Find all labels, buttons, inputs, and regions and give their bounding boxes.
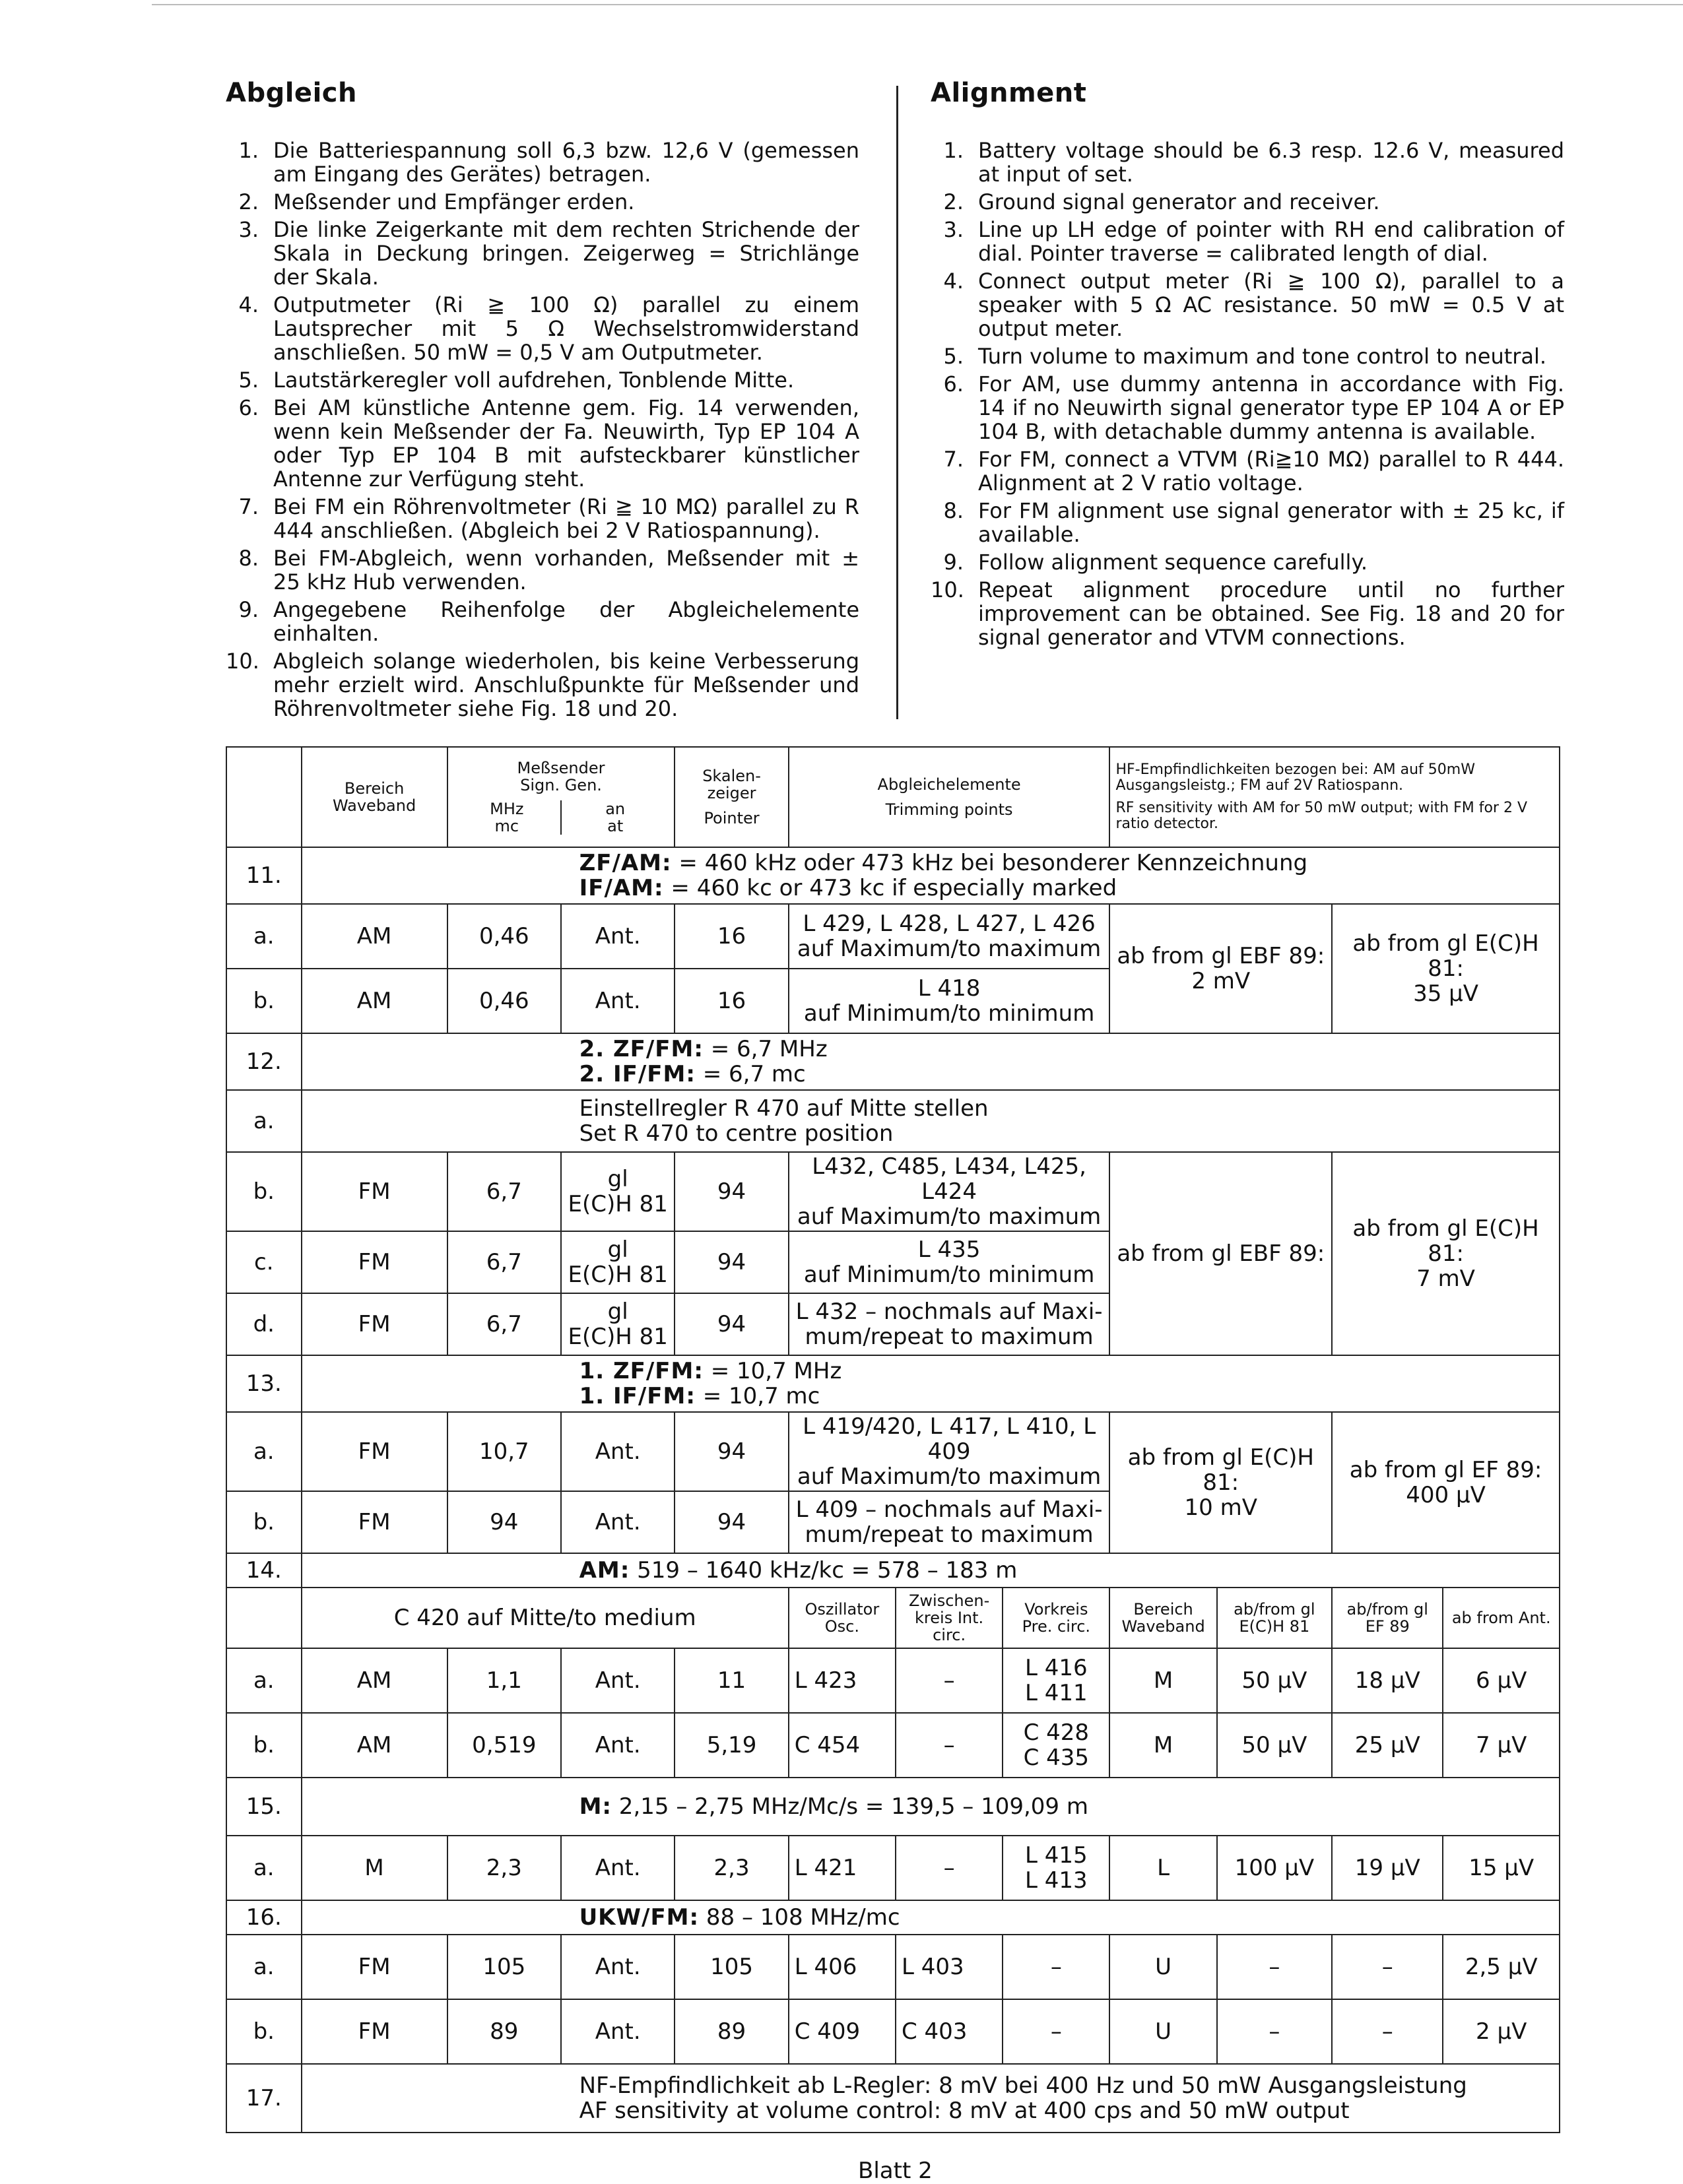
section-12-title-row xyxy=(226,1033,1560,1090)
step-text: Lautstärkeregler voll aufdrehen, Tonblende Mitte. xyxy=(273,368,795,393)
step-item xyxy=(931,190,1564,214)
sensitivity-cell: ab from gl E(C)H 81: 35 µV xyxy=(1332,904,1560,1033)
table-row: b. AM 0,519 Ant. 5,19 C 454 – C 428 C 435 M 50 µV 25 µV 7 µV xyxy=(226,1713,1560,1778)
step-text: Die Batteriespannung soll 6,3 bzw. 12,6 V (gemessen am Eingang des Gerätes) betragen. xyxy=(273,138,859,187)
table-row: b. FM 89 Ant. 89 C 409 C 403 – U – – 2 µV xyxy=(226,1999,1560,2064)
step-item xyxy=(226,495,859,542)
step-item xyxy=(226,218,859,289)
row-number: 12. xyxy=(226,1033,302,1090)
english-heading: Alignment xyxy=(931,78,1087,108)
section-17-text: NF-Empfindlichkeit ab L-Regler: 8 mV bei 400 Hz und 50 mW Ausgangsleistung AF sensitivity at volume control: 8 mV at 400 cps and 50 mW output xyxy=(302,2064,1560,2133)
trimming-cell: L 409 – nochmals auf Maxi- mum/repeat to maximum xyxy=(789,1491,1110,1553)
table-row: b. AM 0,46 Ant. 16 L 418 auf Minimum/to minimum xyxy=(226,969,1560,1033)
sensitivity-cell: ab from gl EF 89: 400 µV xyxy=(1332,1412,1560,1553)
step-text: Follow alignment sequence carefully. xyxy=(978,550,1368,575)
trimming-cell: L 435 auf Minimum/to minimum xyxy=(789,1231,1110,1293)
trimming-cell: L 429, L 428, L 427, L 426 auf Maximum/to maximum xyxy=(789,904,1110,969)
table-row: b. FM 94 Ant. 94 L 409 – nochmals auf Maxi- mum/repeat to maximum xyxy=(226,1491,1560,1553)
step-item xyxy=(226,139,859,186)
page-footer: Blatt 2 xyxy=(858,2158,933,2184)
header-waveband: Bereich Waveband xyxy=(302,747,447,847)
section-16-title: UKW/FM: 88 – 108 MHz/mc xyxy=(302,1900,1560,1935)
step-number: 5. xyxy=(943,344,964,369)
step-text: For FM, connect a VTVM (Ri≧10 MΩ) parallel to R 444. Alignment at 2 V ratio voltage. xyxy=(978,447,1564,496)
step-text: Turn volume to maximum and tone control to neutral. xyxy=(978,344,1547,369)
step-text: Meßsender und Empfänger erden. xyxy=(273,189,635,214)
step-text: For FM alignment use signal generator with ± 25 kc, if available. xyxy=(978,498,1564,547)
step-item xyxy=(226,293,859,364)
trimming-cell: L 418 auf Minimum/to minimum xyxy=(789,969,1110,1033)
section-15-title-row xyxy=(226,1778,1560,1836)
header-rf-sensitivity: HF-Empfindlichkeiten bezogen bei: AM auf 50mW Ausgangsleistg.; FM auf 2V Ratiospann. RF sensitivity with AM for 50 mW output; with FM for 2 V ratio detector. xyxy=(1109,747,1560,847)
table-row: a. AM 0,46 Ant. 16 L 429, L 428, L 427, L 426 auf Maximum/to maximum ab from gl EBF 89: 2 mV ab from gl E(C)H 81: 35 µV xyxy=(226,904,1560,969)
table-row: a. M 2,3 Ant. 2,3 L 421 – L 415 L 413 L 100 µV 19 µV 15 µV xyxy=(226,1836,1560,1900)
top-rule xyxy=(152,4,1683,5)
section-13-title: 1. ZF/FM: = 10,7 MHz 1. IF/FM: = 10,7 mc xyxy=(302,1355,1560,1412)
german-heading: Abgleich xyxy=(226,78,357,108)
step-text: Bei FM-Abgleich, wenn vorhanden, Meßsender mit ± 25 kHz Hub verwenden. xyxy=(273,546,859,594)
sensitivity-cell: ab from gl EBF 89: xyxy=(1109,1152,1332,1355)
step-number: 2. xyxy=(238,189,259,214)
step-number: 8. xyxy=(943,498,964,523)
row-number: 17. xyxy=(226,2064,302,2133)
table-row: b. FM 6,7 gl E(C)H 81 94 L432, C485, L434, L425, L424 auf Maximum/to maximum ab from gl EBF 89: ab from gl E(C)H 81: 7 mV xyxy=(226,1152,1560,1231)
step-number: 10. xyxy=(931,577,964,602)
step-item xyxy=(931,269,1564,340)
step-number: 4. xyxy=(238,292,259,317)
row-number: 14. xyxy=(226,1553,302,1588)
section-14-title-row xyxy=(226,1553,1560,1588)
section-14-title: AM: 519 – 1640 kHz/kc = 578 – 183 m xyxy=(302,1553,1560,1588)
row-number: 15. xyxy=(226,1778,302,1836)
table-row: a. Einstellregler R 470 auf Mitte stellen Set R 470 to centre position xyxy=(226,1090,1560,1152)
alignment-table xyxy=(226,746,1560,2133)
table-row: a. AM 1,1 Ant. 11 L 423 – L 416 L 411 M 50 µV 18 µV 6 µV xyxy=(226,1648,1560,1713)
table-row: a. FM 105 Ant. 105 L 406 L 403 – U – – 2,5 µV xyxy=(226,1935,1560,1999)
step-text: Ground signal generator and receiver. xyxy=(978,189,1380,214)
row-number: 11. xyxy=(226,847,302,904)
header-trimming-points: Abgleichelemente Trimming points xyxy=(789,747,1110,847)
step-number: 9. xyxy=(238,597,259,622)
step-number: 7. xyxy=(238,494,259,519)
section-12-title: 2. ZF/FM: = 6,7 MHz 2. IF/FM: = 6,7 mc xyxy=(302,1033,1560,1090)
step-text: Bei AM künstliche Antenne gem. Fig. 14 verwenden, wenn kein Meßsender der Fa. Neuwirth, Typ EP 104 A oder Typ EP 104 B mit aufsteckbarer künstlicher Antenne zur Verfügung steht. xyxy=(273,395,859,492)
step-number: 10. xyxy=(226,649,259,674)
step-item xyxy=(931,218,1564,265)
section-13-title-row xyxy=(226,1355,1560,1412)
step-number: 6. xyxy=(943,371,964,397)
step-number: 3. xyxy=(943,217,964,242)
step-item xyxy=(931,372,1564,443)
step-number: 7. xyxy=(943,447,964,472)
sensitivity-cell: ab from gl E(C)H 81: 7 mV xyxy=(1332,1152,1560,1355)
step-text: Outputmeter (Ri ≧ 100 Ω) parallel zu einem Lautsprecher mit 5 Ω Wechselstromwiderstand anschließen. 50 mW = 0,5 V am Outputmeter. xyxy=(273,292,859,365)
step-number: 2. xyxy=(943,189,964,214)
step-text: Angegebene Reihenfolge der Abgleichelemente einhalten. xyxy=(273,597,859,646)
step-item xyxy=(226,396,859,491)
step-item xyxy=(931,550,1564,574)
step-item xyxy=(226,190,859,214)
step-text: Repeat alignment procedure until no further improvement can be obtained. See Fig. 18 and 20 for signal generator and VTVM connections. xyxy=(978,577,1564,650)
column-separator xyxy=(896,86,898,719)
sensitivity-cell: ab from gl E(C)H 81: 10 mV xyxy=(1109,1412,1332,1553)
section-11-title: ZF/AM: = 460 kHz oder 473 kHz bei besonderer Kennzeichnung IF/AM: = 460 kc or 473 kc if especially marked xyxy=(302,847,1560,904)
section-11-title-row xyxy=(226,847,1560,904)
header-signal-generator: Meßsender Sign. Gen. MHz mc an at xyxy=(447,747,675,847)
step-number: 6. xyxy=(238,395,259,420)
step-item xyxy=(931,578,1564,649)
step-item xyxy=(931,447,1564,495)
german-steps xyxy=(226,139,859,721)
step-number: 9. xyxy=(943,550,964,575)
step-number: 1. xyxy=(943,138,964,163)
step-number: 4. xyxy=(943,269,964,294)
sensitivity-cell: ab from gl EBF 89: 2 mV xyxy=(1109,904,1332,1033)
step-item xyxy=(931,344,1564,368)
english-steps xyxy=(931,139,1564,649)
step-text: For AM, use dummy antenna in accordance with Fig. 14 if no Neuwirth signal generator type EP 104 A or EP 104 B, with detachable dummy antenna is available. xyxy=(978,371,1564,444)
step-number: 5. xyxy=(238,368,259,393)
table-row: d. FM 6,7 gl E(C)H 81 94 L 432 – nochmals auf Maxi- mum/repeat to maximum xyxy=(226,1293,1560,1355)
step-item xyxy=(931,139,1564,186)
step-number: 8. xyxy=(238,546,259,571)
section-15-title: M: 2,15 – 2,75 MHz/Mc/s = 139,5 – 109,09 m xyxy=(302,1778,1560,1836)
section-17-row xyxy=(226,2064,1560,2133)
table-row: a. FM 10,7 Ant. 94 L 419/420, L 417, L 410, L 409 auf Maximum/to maximum ab from gl E(C)H 81: 10 mV ab from gl EF 89: 400 µV xyxy=(226,1412,1560,1491)
row-number: 13. xyxy=(226,1355,302,1412)
trimming-cell: L432, C485, L434, L425, L424 auf Maximum/to maximum xyxy=(789,1152,1110,1231)
step-item xyxy=(931,499,1564,546)
step-text: Battery voltage should be 6.3 resp. 12.6 V, measured at input of set. xyxy=(978,138,1564,187)
trimming-cell: L 432 – nochmals auf Maxi- mum/repeat to maximum xyxy=(789,1293,1110,1355)
table-header xyxy=(226,747,1560,847)
section-12-note: Einstellregler R 470 auf Mitte stellen Set R 470 to centre position xyxy=(302,1090,1560,1152)
step-item xyxy=(226,546,859,594)
step-text: Connect output meter (Ri ≧ 100 Ω), parallel to a speaker with 5 Ω AC resistance. 50 mW = 0.5 V at output meter. xyxy=(978,269,1564,341)
step-item xyxy=(226,649,859,721)
step-number: 3. xyxy=(238,217,259,242)
step-text: Bei FM ein Röhrenvoltmeter (Ri ≧ 10 MΩ) parallel zu R 444 anschließen. (Abgleich bei 2 V Ratiospannung). xyxy=(273,494,859,543)
table-row: c. FM 6,7 gl E(C)H 81 94 L 435 auf Minimum/to minimum xyxy=(226,1231,1560,1293)
step-text: Die linke Zeigerkante mit dem rechten Strichende der Skala in Deckung bringen. Zeigerweg = Strichlänge der Skala. xyxy=(273,217,859,290)
german-column xyxy=(226,78,859,724)
step-text: Abgleich solange wiederholen, bis keine Verbesserung mehr erzielt wird. Anschlußpunkte für Meßsender und Röhrenvoltmeter siehe Fig. 18 und 20. xyxy=(273,649,859,721)
step-text: Line up LH edge of pointer with RH end calibration of dial. Pointer traverse = calibrated length of dial. xyxy=(978,217,1564,266)
row-number: 16. xyxy=(226,1900,302,1935)
header-empty xyxy=(226,747,302,847)
section-14-subheader: C 420 auf Mitte/to medium Oszillator Osc. Zwischen-kreis Int. circ. Vorkreis Pre. circ. Bereich Waveband ab/from gl E(C)H 81 ab/from gl EF 89 ab from Ant. xyxy=(226,1588,1560,1648)
step-number: 1. xyxy=(238,138,259,163)
step-item xyxy=(226,598,859,645)
section-16-title-row xyxy=(226,1900,1560,1935)
trimming-cell: L 419/420, L 417, L 410, L 409 auf Maximum/to maximum xyxy=(789,1412,1110,1491)
step-item xyxy=(226,368,859,392)
english-column xyxy=(931,78,1564,653)
header-pointer: Skalen-zeiger Pointer xyxy=(675,747,788,847)
